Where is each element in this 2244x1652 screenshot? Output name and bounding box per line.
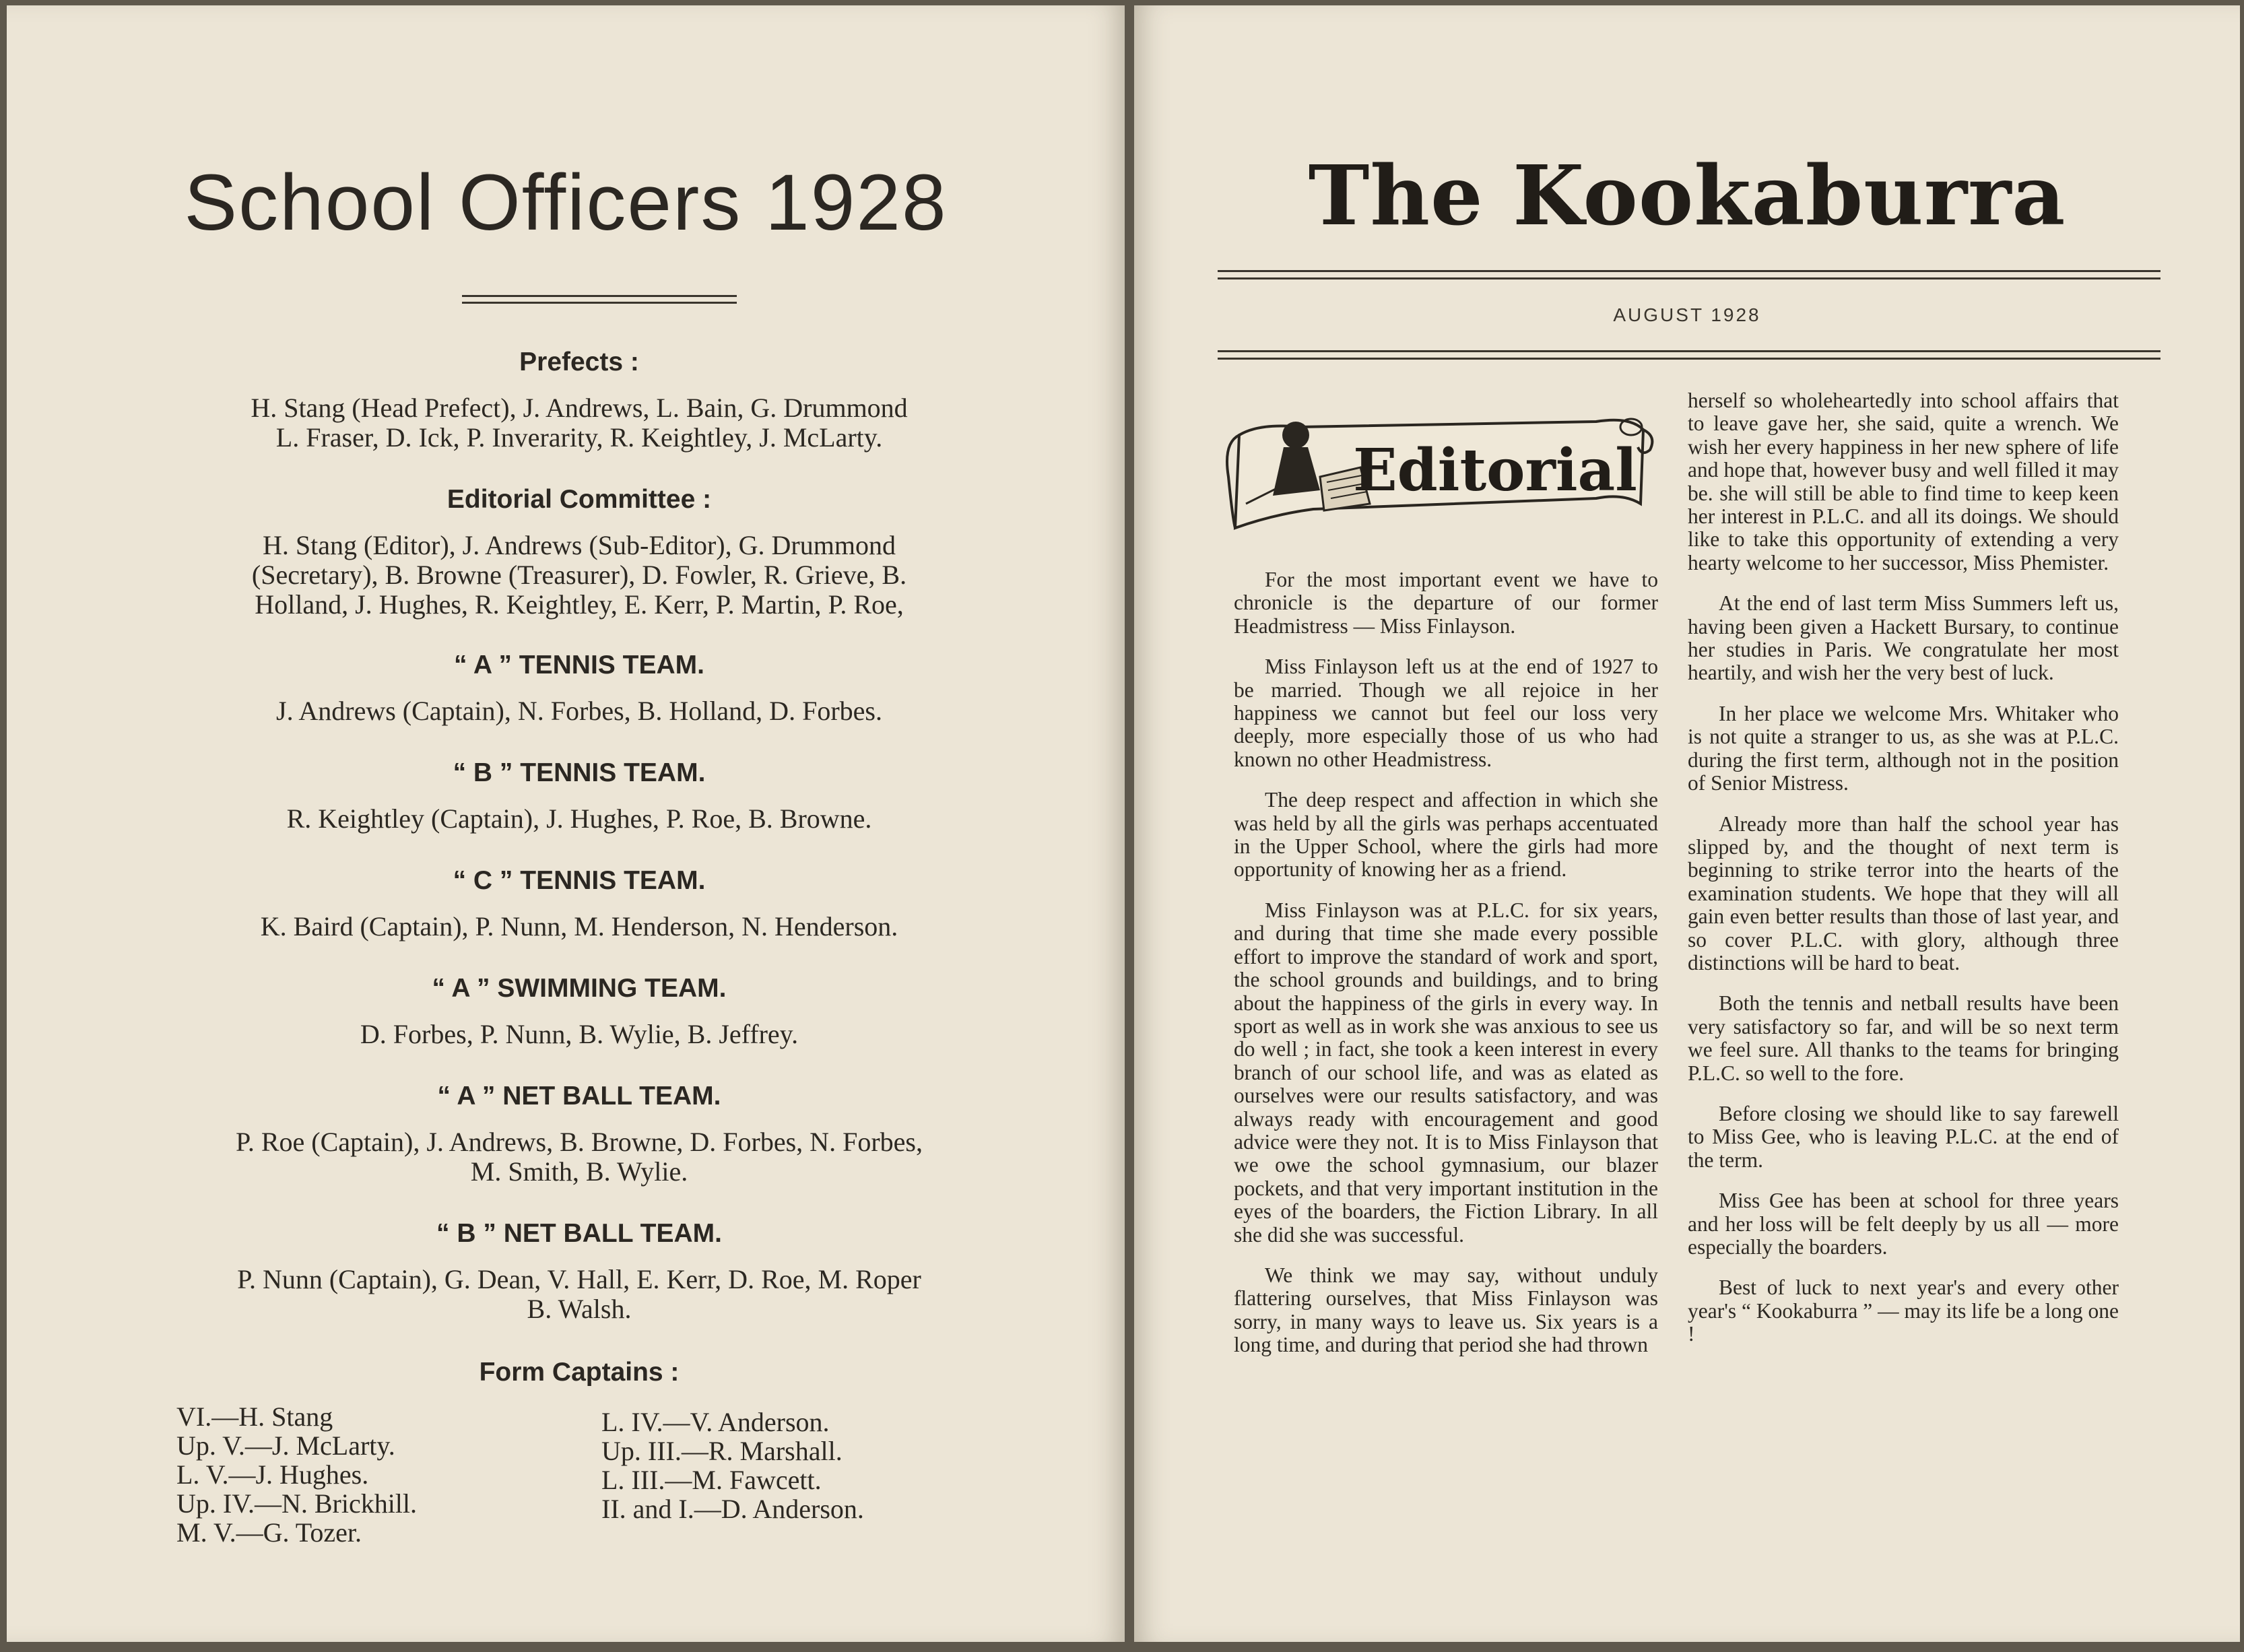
a-swimming-list: D. Forbes, P. Nunn, B. Wylie, B. Jeffrey. xyxy=(360,1019,799,1049)
prefects-list: H. Stang (Head Prefect), J. Andrews, L. Bain, G. Drummond L. Fraser, D. Ick, P. Inverarity, R. Keightley, J. McLarty. xyxy=(251,393,908,453)
issue-rule xyxy=(1218,358,2160,360)
form-captains-left-list: VI.—H. Stang Up. V.—J. McLarty. L. V.—J. Hughes. Up. IV.—N. Brickhill. M. V.—G. Tozer. xyxy=(176,1401,418,1548)
title-rule xyxy=(462,302,737,304)
right-page xyxy=(1134,5,2240,1642)
c-tennis-heading: “ C ” TENNIS TEAM. xyxy=(453,866,706,895)
editorial-column-left: For the most important event we have to chronicle is the departure of our former Headmistress — Miss Finlayson. Miss Finlayson left us at the end of 1927 to be married. Though we all rejoice in her happiness we cannot but feel our loss very deeply, more especially those of us who had known no other Headmistress. The deep respect and affection in which she was held by all the girls was perhaps accentuated in the Upper School, where the girls had more opportunity of knowing her as a friend. Miss Finlayson was at P.L.C. for six years, and during that time she made every possible effort to improve the standard of work and sport, the school grounds and buildings, and to bring about the happiness of the girls in every way. In sport as well as in work she was anxious to see us do well ; in fact, she took a keen interest in every branch of our school life, and was as elated as ourselves were our results satisfactory, and was always ready with encouragement and good advice were they not. It is to Miss Finlayson that we owe the school gymnasium, our blazer pockets, and that very important institution in the eyes of the boarders, the Fiction Library. In all she did she was successful. We think we may say, without unduly flattering ourselves, that Miss Finlayson was sorry, in many ways to leave us. Six years is a long time, and during that period she had thrown xyxy=(1234,568,1658,1357)
form-captains-heading: Form Captains : xyxy=(479,1358,680,1387)
a-tennis-list: J. Andrews (Captain), N. Forbes, B. Holland, D. Forbes. xyxy=(276,696,882,726)
prefects-heading: Prefects : xyxy=(519,348,639,376)
editorial-banner-label: Editorial xyxy=(1353,436,1637,504)
masthead-title: The Kookaburra xyxy=(1308,147,2066,244)
a-swimming-heading: “ A ” SWIMMING TEAM. xyxy=(432,974,727,1003)
b-tennis-heading: “ B ” TENNIS TEAM. xyxy=(453,758,706,787)
editorial-column-right: herself so wholeheartedly into school affairs that to leave gave her, she said, quite a wrench. We wish her every happiness in her new sphere of life and hope that, however busy and well filled it may be. she will still be able to find time to keep keen her interest in P.L.C. and all its doings. We should like to take this opportunity of extending a very hearty welcome to her successor, Miss Phemister. At the end of last term Miss Summers left us, having been given a Hackett Bursary, to continue her studies in Paris. We congratulate her most heartily, and wish her the very best of luck. In her place we welcome Mrs. Whitaker who is not quite a stranger to us, as she was at P.L.C. during the first term, although not in the position of Senior Mistress. Already more than half the school year has slipped by, and the thought of next term is beginning to strike terror into the hearts of the examination students. We hope that they will all gain even better results than those of last year, and so cover P.L.C. with glory, although three distinctions will be hard to beat. Both the tennis and netball results have been very satisfactory so far, and will be so next term we feel sure. All thanks to the teams for bringing P.L.C. so well to the fore. Before closing we should like to say farewell to Miss Gee, who is leaving P.L.C. at the end of the term. Miss Gee has been at school for three years and her loss will be felt deeply by us all — more especially the boarders. Best of luck to next year's and every other year's “ Kookaburra ” — may its life be a long one ! xyxy=(1688,389,2119,1346)
editor-figure-icon xyxy=(1282,422,1309,449)
issue-rule xyxy=(1218,350,2160,352)
editorial-banner xyxy=(1219,403,1657,541)
masthead-rule xyxy=(1218,277,2160,279)
left-page xyxy=(7,5,1125,1642)
issue-date: AUGUST 1928 xyxy=(1613,304,1761,325)
masthead-rule xyxy=(1218,270,2160,272)
editorial-committee-list: H. Stang (Editor), J. Andrews (Sub-Editor), G. Drummond (Secretary), B. Browne (Treasurer), D. Fowler, R. Grieve, B. Holland, J. Hughes, R. Keightley, E. Kerr, P. Martin, P. Roe, xyxy=(251,530,907,620)
a-tennis-heading: “ A ” TENNIS TEAM. xyxy=(454,651,704,680)
title-rule xyxy=(462,295,737,297)
page-title: School Officers 1928 xyxy=(184,158,948,247)
c-tennis-list: K. Baird (Captain), P. Nunn, M. Henderson, N. Henderson. xyxy=(260,911,898,941)
b-tennis-list: R. Keightley (Captain), J. Hughes, P. Roe, B. Browne. xyxy=(286,803,872,834)
a-netball-list: P. Roe (Captain), J. Andrews, B. Browne, D. Forbes, N. Forbes, M. Smith, B. Wylie. xyxy=(236,1127,923,1187)
b-netball-list: P. Nunn (Captain), G. Dean, V. Hall, E. Kerr, D. Roe, M. Roper B. Walsh. xyxy=(237,1264,921,1324)
editorial-committee-heading: Editorial Committee : xyxy=(447,485,712,514)
a-netball-heading: “ A ” NET BALL TEAM. xyxy=(437,1082,721,1111)
form-captains-right-list: L. IV.—V. Anderson. Up. III.—R. Marshall. L. III.—M. Fawcett. II. and I.—D. Anderson. xyxy=(601,1407,864,1524)
b-netball-heading: “ B ” NET BALL TEAM. xyxy=(436,1219,722,1248)
